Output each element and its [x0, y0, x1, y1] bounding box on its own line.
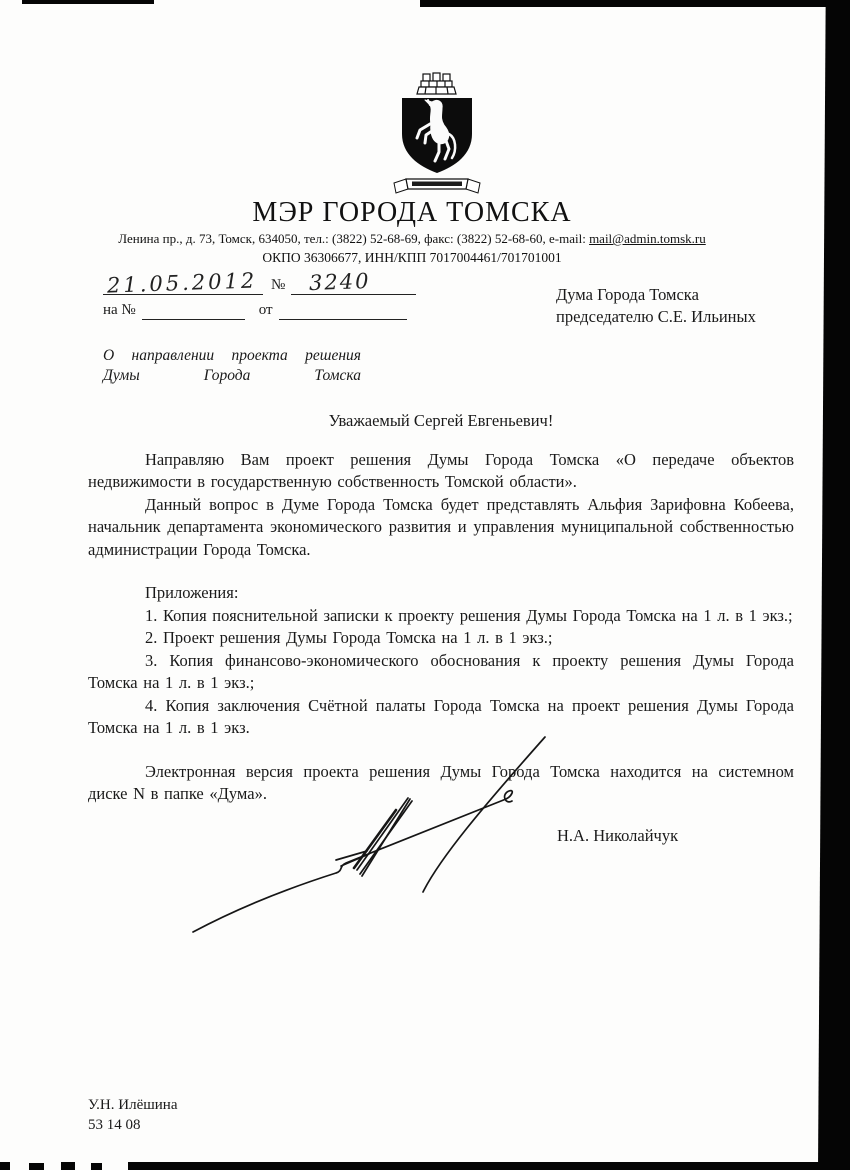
handwritten-date: 21.05.2012 [106, 268, 258, 298]
subject-line-2: Думы Города Томска [103, 367, 361, 384]
signer-name: Н.А. Николайчук [557, 826, 679, 845]
reference-row-outgoing [103, 268, 463, 298]
reference-block [103, 268, 463, 322]
scan-blob-bottom-3 [61, 1162, 75, 1170]
mural-crown-icon [417, 73, 456, 94]
reply-from-label: от [258, 302, 273, 318]
paragraph-1: Направляю Вам проект решения Думы Города Томска «О передаче объектов недвижимости в государственную собственность Томской области». [88, 449, 794, 491]
scan-bar-bottom [128, 1162, 850, 1170]
subject-block [103, 346, 361, 386]
scan-blob-bottom-1 [0, 1162, 10, 1170]
scan-streak-top-left [22, 0, 154, 4]
scan-band-right-edge [818, 0, 850, 1170]
attachment-item-3: 3. Копия финансово-экономического обоснования к проекту решения Думы Города Томска на 1 л. в 1 экз.; [88, 650, 794, 692]
outgoing-number-field [291, 268, 416, 296]
reference-row-reply [103, 297, 463, 320]
executor-phone: 53 14 08 [88, 1117, 141, 1133]
attachments-title: Приложения: [145, 583, 239, 602]
attachment-item-2: 2. Проект решения Думы Города Томска на 1 л. в 1 экз.; [145, 628, 553, 647]
executor-name: У.Н. Илёшина [88, 1097, 178, 1113]
reply-number-label: на № [103, 302, 136, 318]
motto-ribbon-icon [394, 179, 480, 193]
scan-blob-bottom-4 [91, 1163, 102, 1170]
paragraph-2: Данный вопрос в Думе Города Томска будет представлять Альфия Зарифовна Кобеева, начальник департамента экономического развития и управления муниципальной собственностью администрации Города Томска. [88, 494, 794, 559]
footer-block [88, 1095, 178, 1135]
recipient-block [556, 284, 796, 327]
org-address-text: Ленина пр., д. 73, Томск, 634050, тел.: (3822) 52-68-69, факс: (3822) 52-68-60, e-mail: [118, 231, 590, 246]
reply-number-field [142, 297, 245, 320]
outgoing-date-field [103, 268, 263, 298]
handwritten-number: 3240 [308, 268, 372, 296]
closing-paragraph: Электронная версия проекта решения Думы Города Томска находится на системном диске N в папке «Дума». [88, 761, 794, 803]
handwritten-signature-icon [140, 700, 620, 960]
subject-line-1: О направлении проекта решения [103, 347, 361, 364]
org-address-line [0, 231, 824, 247]
recipient-org: Дума Города Томска [556, 285, 699, 304]
org-codes-line: ОКПО 36306677, ИНН/КПП 7017004461/701701001 [262, 250, 562, 265]
reply-date-field [279, 297, 407, 320]
salutation: Уважаемый Сергей Евгеньевич! [328, 411, 554, 430]
attachment-item-1: 1. Копия пояснительной записки к проекту решения Думы Города Томска на 1 л. в 1 экз.; [145, 605, 793, 625]
org-email: mail@admin.tomsk.ru [589, 231, 706, 246]
scan-blob-bottom-2 [29, 1163, 44, 1170]
org-name-title: МЭР ГОРОДА ТОМСКА [252, 197, 572, 228]
tomsk-coat-of-arms-icon [392, 72, 484, 198]
scan-streak-top-right [420, 0, 850, 7]
recipient-person: председателю С.Е. Ильиных [556, 306, 756, 326]
attachment-item-4: 4. Копия заключения Счётной палаты Города Томска на проект решения Думы Города Томска на 1 л. в 1 экз. [88, 695, 794, 737]
number-sign-label: № [271, 277, 286, 293]
